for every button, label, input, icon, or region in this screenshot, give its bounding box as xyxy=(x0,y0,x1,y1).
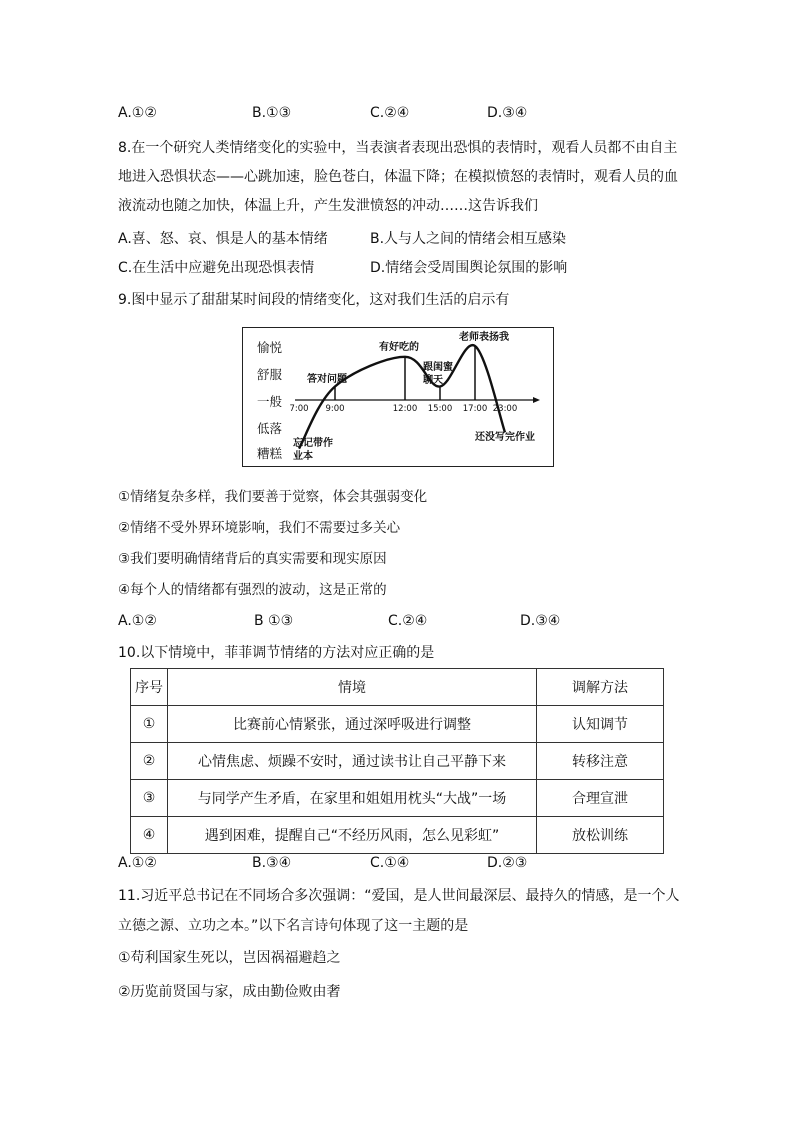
q9-option-d: D.③④ xyxy=(520,613,561,629)
x-tick-label: 17:00 xyxy=(462,404,488,414)
q10-option-b: B.③④ xyxy=(252,855,292,871)
table-cell: ④ xyxy=(131,817,168,854)
table-row xyxy=(131,743,664,780)
table-row xyxy=(131,706,664,743)
event-annotation: 忘记带作业本 xyxy=(293,438,333,462)
q8-stem-line-1: 8.在一个研究人类情绪变化的实验中，当表演者表现出恐惧的表情时，观看人员都不由自主 xyxy=(118,140,678,156)
y-level-label: 低落 xyxy=(257,421,283,436)
q7-option-d: D.③④ xyxy=(487,105,528,121)
y-level-label: 一般 xyxy=(257,394,283,409)
x-tick-label: 23:00 xyxy=(492,404,518,414)
event-annotation: 有好吃的 xyxy=(379,342,419,353)
q9-statement-4: ④每个人的情绪都有强烈的波动，这是正常的 xyxy=(118,582,387,598)
x-tick-label: 7:00 xyxy=(289,404,309,414)
table-cell: ① xyxy=(131,706,168,743)
event-annotation: 跟闺蜜聊天 xyxy=(423,362,453,386)
q7-option-a: A.①② xyxy=(118,105,157,121)
q9-option-a: A.①② xyxy=(118,613,157,629)
table-header-row xyxy=(131,669,664,706)
q8-stem-line-2: 地进入恐惧状态——心跳加速，脸色苍白，体温下降；在模拟愤怒的表情时，观看人员的血 xyxy=(118,169,678,185)
q9-option-b: B ①③ xyxy=(254,613,294,629)
event-annotation: 还没写完作业 xyxy=(475,432,535,443)
q7-option-c: C.②④ xyxy=(370,105,410,121)
table-cell: 认知调节 xyxy=(537,706,664,743)
q9-statement-1: ①情绪复杂多样，我们要善于觉察，体会其强弱变化 xyxy=(118,489,428,505)
q9-option-c: C.②④ xyxy=(388,613,428,629)
table-header-cell: 情境 xyxy=(168,669,537,706)
x-tick-label: 9:00 xyxy=(325,404,345,414)
q11-statement-1: ①苟利国家生死以，岂因祸福避趋之 xyxy=(118,950,341,966)
table-cell: 合理宣泄 xyxy=(537,780,664,817)
x-tick-label: 12:00 xyxy=(392,404,418,414)
y-level-label: 愉悦 xyxy=(257,340,283,355)
q10-stem: 10.以下情境中，菲菲调节情绪的方法对应正确的是 xyxy=(118,645,435,661)
emotion-chart-svg xyxy=(243,328,555,468)
q7-option-b: B.①③ xyxy=(252,105,292,121)
q9-statement-3: ③我们要明确情绪背后的真实需要和现实原因 xyxy=(118,551,387,567)
table-cell: 与同学产生矛盾，在家里和姐姐用枕头“大战”一场 xyxy=(168,780,537,817)
table-cell: ③ xyxy=(131,780,168,817)
q10-option-a: A.①② xyxy=(118,855,157,871)
q8-option-a: A.喜、怒、哀、惧是人的基本情绪 xyxy=(118,231,328,247)
table-cell: 遇到困难，提醒自己“不经历风雨，怎么见彩虹” xyxy=(168,817,537,854)
table-cell: 转移注意 xyxy=(537,743,664,780)
table-cell: 心情焦虑、烦躁不安时，通过读书让自己平静下来 xyxy=(168,743,537,780)
table-cell: 比赛前心情紧张，通过深呼吸进行调整 xyxy=(168,706,537,743)
q11-statement-2: ②历览前贤国与家，成由勤俭败由奢 xyxy=(118,984,341,1000)
table-header-cell: 调解方法 xyxy=(537,669,664,706)
table-cell: ② xyxy=(131,743,168,780)
emotion-chart xyxy=(242,327,554,467)
event-annotation: 答对问题 xyxy=(307,374,347,385)
table-row xyxy=(131,780,664,817)
q10-option-c: C.①④ xyxy=(370,855,410,871)
q8-stem-line-3: 液流动也随之加快，体温上升，产生发泄愤怒的冲动……这告诉我们 xyxy=(118,198,538,214)
q9-stem: 9.图中显示了甜甜某时间段的情绪变化，这对我们生活的启示有 xyxy=(118,292,510,308)
q8-option-d: D.情绪会受周围舆论氛围的影响 xyxy=(370,260,568,276)
table-header-cell: 序号 xyxy=(131,669,168,706)
q11-stem-line-2: 立德之源、立功之本。”以下名言诗句体现了这一主题的是 xyxy=(118,918,469,934)
q10-table xyxy=(130,668,664,854)
table-cell: 放松训练 xyxy=(537,817,664,854)
q11-stem-line-1: 11.习近平总书记在不同场合多次强调：“爱国，是人世间最深层、最持久的情感，是一个人 xyxy=(118,888,680,904)
q8-option-b: B.人与人之间的情绪会相互感染 xyxy=(370,231,567,247)
q8-option-c: C.在生活中应避免出现恐惧表情 xyxy=(118,260,315,276)
y-level-label: 舒服 xyxy=(257,367,283,382)
table-row xyxy=(131,817,664,854)
event-annotation: 老师表扬我 xyxy=(459,332,509,343)
q10-option-d: D.②③ xyxy=(487,855,528,871)
x-axis-arrow xyxy=(533,397,540,403)
y-level-label: 糟糕 xyxy=(257,446,283,461)
x-tick-label: 15:00 xyxy=(427,404,453,414)
q9-statement-2: ②情绪不受外界环境影响，我们不需要过多关心 xyxy=(118,520,401,536)
